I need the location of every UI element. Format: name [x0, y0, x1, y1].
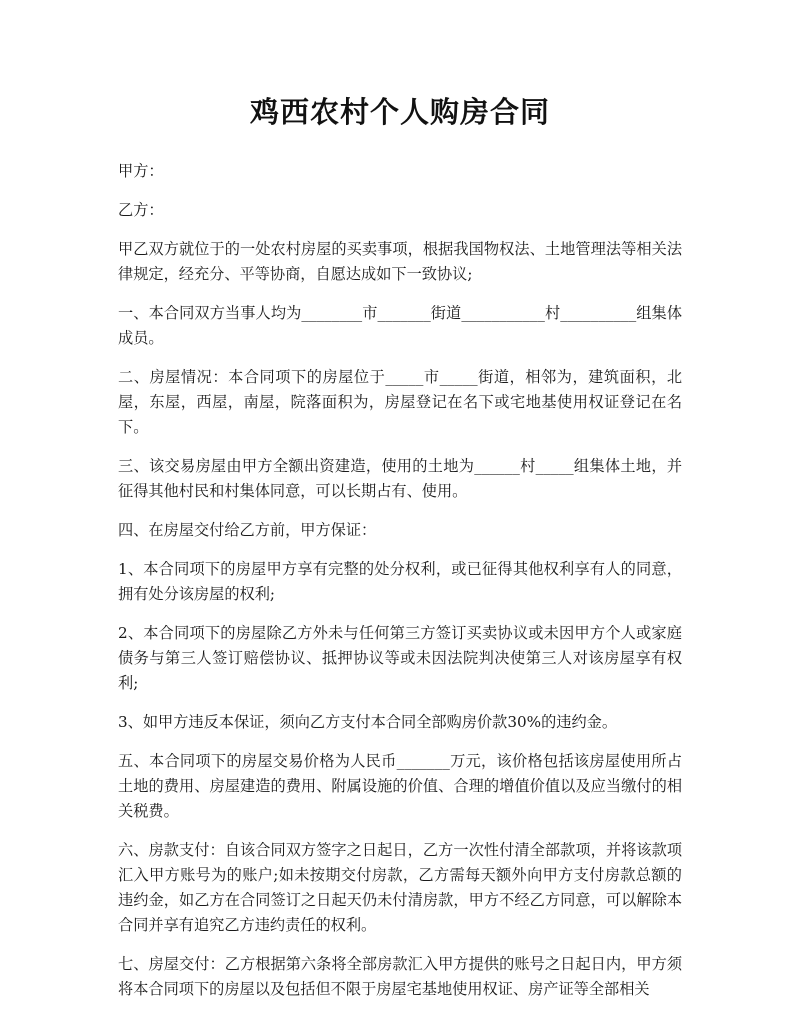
clause-4-item-1-paragraph: 1、本合同项下的房屋甲方享有完整的处分权利，或已征得其他权利享有人的同意，拥有处分该房屋的权利; — [118, 560, 682, 603]
clause-7-paragraph: 七、房屋交付：乙方根据第六条将全部房款汇入甲方提供的账号之日起日内，甲方须将本合同项下的房屋以及包括但不限于房屋宅基地使用权证、房产证等全部相关 — [118, 955, 682, 998]
clause-4-paragraph: 四、在房屋交付给乙方前，甲方保证： — [118, 521, 377, 539]
clause-4-item-3-paragraph: 3、如甲方违反本保证，须向乙方支付本合同全部购房价款30%的违约金。 — [118, 713, 618, 731]
party-a-line: 甲方： — [118, 162, 164, 180]
preamble-paragraph: 甲乙双方就位于的一处农村房屋的买卖事项，根据我国物权法、土地管理法等相关法律规定，经充分、平等协商，自愿达成如下一致协议; — [118, 240, 682, 283]
document-title: 鸡西农村个人购房合同 — [249, 95, 550, 129]
clause-2-paragraph: 二、房屋情况：本合同项下的房屋位于_____市_____街道，相邻为，建筑面积，北屋，东屋，西屋，南屋，院落面积为，房屋登记在名下或宅地基使用权证登记在名下。 — [118, 368, 682, 436]
clause-5-paragraph: 五、本合同项下的房屋交易价格为人民币_______万元，该价格包括该房屋使用所占土地的费用、房屋建造的费用、附属设施的价值、合理的增值价值以及应当缴付的相关税费。 — [118, 752, 682, 820]
clause-1-paragraph: 一、本合同双方当事人均为________市_______街道___________村__________组集体成员。 — [118, 304, 682, 347]
clause-3-paragraph: 三、该交易房屋由甲方全额出资建造，使用的土地为______村_____组集体土地，并征得其他村民和村集体同意，可以长期占有、使用。 — [118, 457, 682, 500]
clause-4-item-2-paragraph: 2、本合同项下的房屋除乙方外未与任何第三方签订买卖协议或未因甲方个人或家庭债务与第三人签订赔偿协议、抵押协议等或未因法院判决使第三人对该房屋享有权利; — [118, 624, 682, 692]
clause-6-paragraph: 六、房款支付：自该合同双方签字之日起日，乙方一次性付清全部款项，并将该款项汇入甲方账号为的账户;如未按期交付房款，乙方需每天额外向甲方支付房款总额的违约金，如乙方在合同签订之日起天仍未付清房款，甲方不经乙方同意，可以解除本合同并享有追究乙方违约责任的权利。 — [118, 841, 682, 934]
party-b-line: 乙方： — [118, 201, 164, 219]
